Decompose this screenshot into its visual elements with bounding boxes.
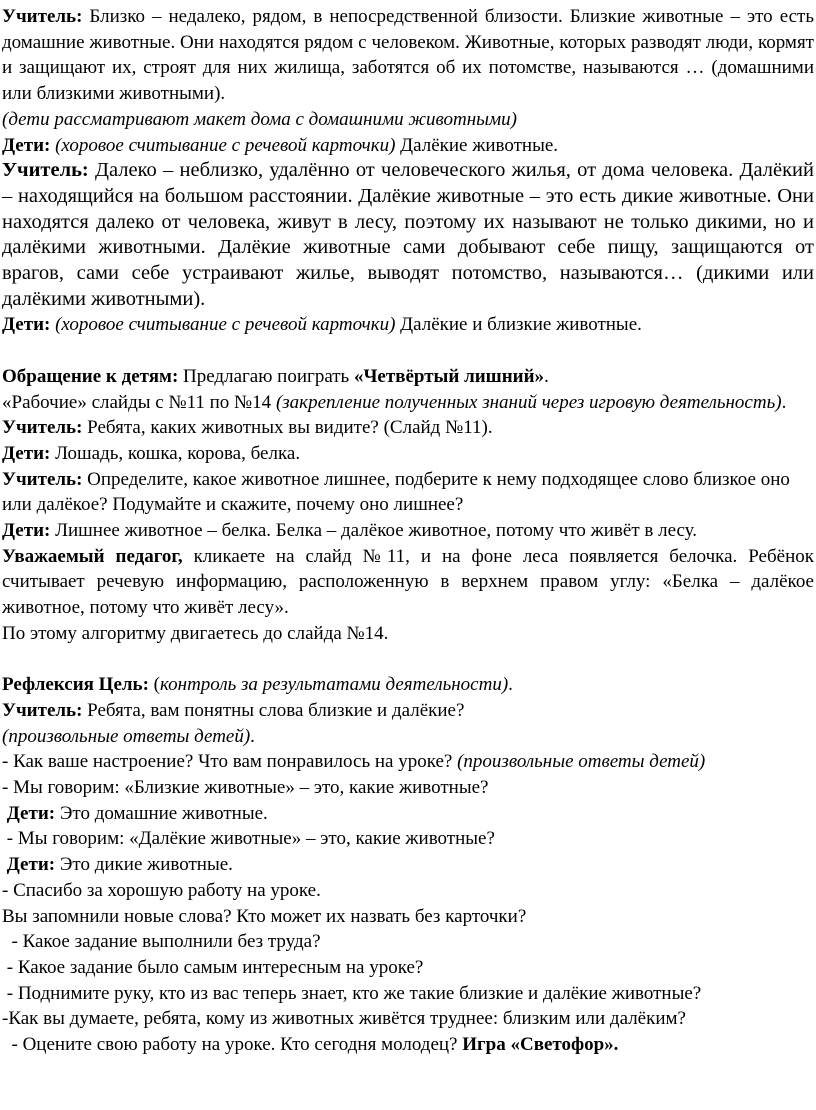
paragraph-harder-life [2,1006,814,1032]
paragraph-teacher-define [2,467,814,518]
paragraph-text: Это домашние животные. [55,802,268,824]
stage-note: (хоровое считывание с речевой карточки) [50,314,396,336]
paragraph-text: Это дикие животные. [55,854,233,876]
paragraph-algorithm [2,621,814,647]
punctuation: . [508,674,513,696]
paragraph-children-far [2,133,814,159]
paragraph-slides [2,390,814,416]
paragraph-mood [2,749,814,775]
paragraph-text: Ребята, вам понятны слова близкие и далёкие? [82,699,465,721]
paragraph-text: - Как ваше настроение? Что вам понравилось на уроке? [2,751,458,773]
paragraph-text: - Оцените свою работу на уроке. Кто сегодня молодец? [2,1034,463,1056]
paragraph-text: Определите, какое животное лишнее, подберите к нему подходящее слово близкое оно или далёкое? Подумайте и скажите, почему оно лишнее? [2,468,790,516]
speaker-label: Дети: [2,442,51,464]
stage-note: (хоровое считывание с речевой карточки) [50,134,396,156]
paragraph-text: -Как вы думаете, ребята, кому из животных живётся труднее: близким или далёким? [2,1008,686,1030]
paragraph-teacher-instruction [2,544,814,621]
blank-line [2,647,814,673]
speaker-label: Учитель: [2,159,89,182]
paragraph-text: Лишнее животное – белка. Белка – далёкое животное, потому что живёт в лесу. [50,520,698,542]
paragraph-text: - Какое задание выполнили без труда? [2,931,321,953]
paragraph-raise-hand [2,981,814,1007]
speaker-label: Учитель: [2,6,83,27]
paragraph-text: Далёкие животные. [395,134,559,156]
paragraph-text: Ребята, каких животных вы видите? (Слайд №11). [82,417,493,439]
paragraph-text: Вы запомнили новые слова? Кто может их назвать без карточки? [2,905,527,927]
lead-label: Рефлексия Цель: [2,674,149,696]
game-title: Игра «Светофор». [462,1034,619,1056]
paragraph-text: Близко – недалеко, рядом, в непосредственной близости. Близкие животные – это есть домашние животные. Они находятся рядом с человеком. Животные, которых разводят люди, кормят и защищают их, строят для них жилища, заботятся об их потомстве, называются … (домашними или близкими животными). [2,6,814,105]
speaker-label: Дети: [6,854,56,876]
punctuation: . [781,391,787,413]
speaker-label: Дети: [2,134,51,156]
speaker-label: Учитель: [2,468,83,490]
stage-note: контроль за результатами деятельности) [160,674,509,696]
speaker-label: Дети: [2,314,51,336]
paragraph-children-animals [2,441,814,467]
paragraph-far-question [2,826,814,852]
paragraph-text: - Поднимите руку, кто из вас теперь знает, кто же такие близкие и далёкие животные? [2,982,702,1004]
stage-note: (произвольные ответы детей) [457,751,706,773]
paragraph-easy-task [2,929,814,955]
paragraph-text: ( [148,674,160,696]
paragraph-text: По этому алгоритму двигаетесь до слайда №14. [2,622,389,644]
paragraph-teacher-question [2,415,814,441]
paragraph-near-question [2,775,814,801]
paragraph-game-intro [2,364,814,390]
paragraph-text: Лошадь, кошка, корова, белка. [50,442,301,464]
paragraph-thanks [2,878,814,904]
paragraph-children-squirrel [2,518,814,544]
punctuation: . [250,725,255,747]
speaker-label: Дети: [6,802,56,824]
blank-line [2,338,814,364]
paragraph-children-wild [2,852,814,878]
paragraph-teacher-far [2,158,814,312]
punctuation: . [544,365,549,387]
paragraph-text: Далеко – неблизко, удалённо от человеческого жилья, от дома человека. Далёкий – находящийся на большом расстоянии. Далёкие животные – это есть дикие животные. Они находятся далеко от человека, живут в лесу, поэтому их называют не только дикими, но и далёкими животными. Далёкие животные сами добывают себе пищу, защищаются от врагов, сами себе устраивают жилье, выводят потомство, называются… (дикими или далёкими животными). [2,159,814,310]
stage-note: (закрепление полученных знаний через игровую деятельность) [275,391,782,413]
paragraph-children-domestic [2,801,814,827]
paragraph-interesting-task [2,955,814,981]
stage-note: (произвольные ответы детей) [2,725,251,747]
paragraph-teacher-understand [2,698,814,724]
speaker-label: Уважаемый педагог, [2,545,183,567]
paragraph-new-words [2,904,814,930]
paragraph-text: Предлагаю поиграть [178,365,354,387]
paragraph-text: - Мы говорим: «Близкие животные» – это, какие животные? [2,777,489,799]
paragraph-text: «Рабочие» слайды с №11 по №14 [2,391,276,413]
paragraph-note-house [2,107,814,133]
speaker-label: Дети: [2,520,51,542]
game-title: «Четвёртый лишний» [353,365,545,387]
paragraph-reflection [2,672,814,698]
paragraph-text: кликаете на слайд №11, и на фоне леса появляется белочка. Ребёнок считывает речевую информацию, расположенную в верхнем правом углу: «Белка – далёкое животное, потому что живёт лесу». [2,545,814,619]
speaker-label: Учитель: [2,699,83,721]
lead-label: Обращение к детям: [2,365,179,387]
speaker-label: Учитель: [2,417,83,439]
paragraph-text: - Мы говорим: «Далёкие животные» – это, какие животные? [2,828,495,850]
stage-note: (дети рассматривают макет дома с домашними животными) [2,108,517,130]
paragraph-text: Далёкие и близкие животные. [395,314,642,336]
paragraph-evaluate [2,1032,814,1058]
paragraph-teacher-near [2,4,814,107]
paragraph-text: - Спасибо за хорошую работу на уроке. [2,879,321,901]
paragraph-free-answers [2,724,814,750]
paragraph-text: - Какое задание было самым интересным на уроке? [2,956,424,978]
paragraph-children-both [2,312,814,338]
